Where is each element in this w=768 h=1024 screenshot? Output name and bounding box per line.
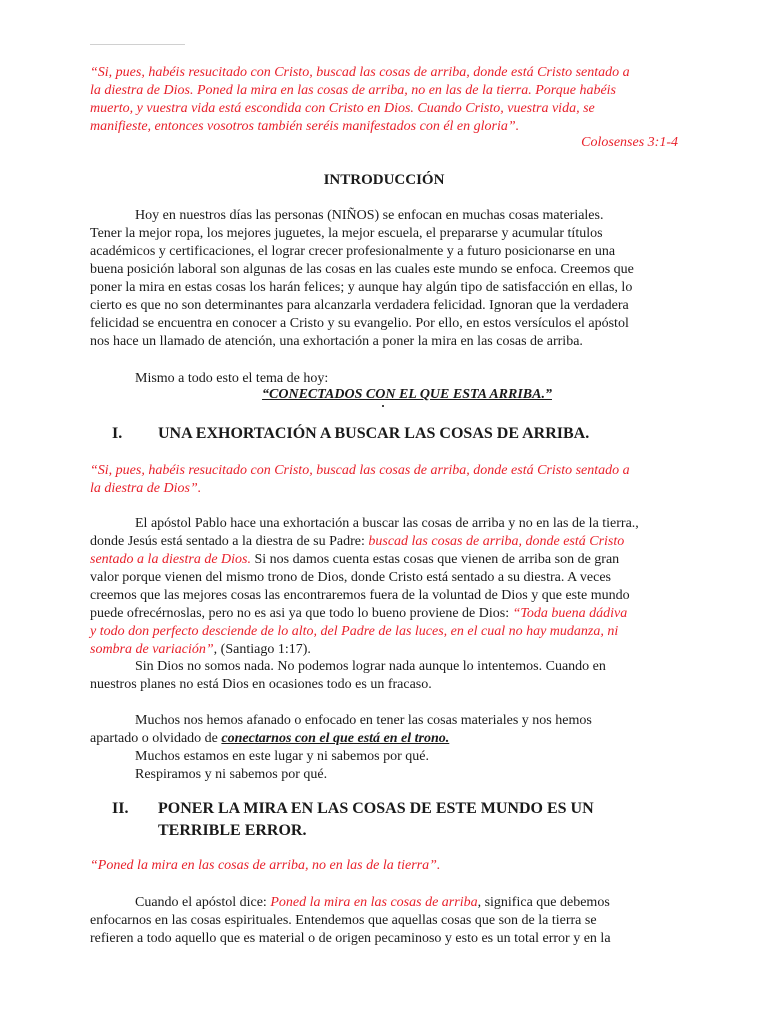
epigraph-line: manifieste, entonces vosotros también seréis manifestados con él en gloria”. — [90, 119, 520, 134]
section-1-paragraph-1 — [90, 515, 678, 659]
intro-line: nos hace un llamado de atención, una exhortación a poner la mira en las cosas de arriba. — [90, 334, 583, 349]
epigraph-reference: Colosenses 3:1-4 — [581, 135, 678, 150]
section-1-title: UNA EXHORTACIÓN A BUSCAR LAS COSAS DE ARRIBA. — [158, 425, 590, 442]
intro-line: felicidad se encuentra en conocer a Cristo y su evangelio. Por ello, en estos versículos el apóstol — [90, 316, 629, 331]
section-1-paragraph-2 — [90, 658, 678, 694]
paragraph-line — [90, 730, 678, 748]
text-run: Si nos damos cuenta estas cosas que vienen de arriba son de gran — [251, 552, 620, 567]
paragraph-line: nuestros planes no está Dios en ocasiones todo es un fracaso. — [90, 677, 432, 692]
epigraph-quote — [90, 64, 678, 136]
title-line: PONER LA MIRA EN LAS COSAS DE ESTE MUNDO ES UN — [158, 800, 594, 817]
section-2-heading — [112, 798, 672, 839]
paragraph-line: Muchos estamos en este lugar y ni sabemos por qué. — [135, 749, 429, 764]
quote-line: “Si, pues, habéis resucitado con Cristo, buscad las cosas de arriba, donde está Cristo sentado a — [90, 463, 630, 478]
paragraph-line: Sin Dios no somos nada. No podemos lograr nada aunque lo intentemos. Cuando en — [135, 659, 606, 674]
paragraph-line — [90, 551, 678, 569]
paragraph-line: El apóstol Pablo hace una exhortación a buscar las cosas de arriba y no en las de la tierra., — [135, 516, 639, 531]
scripture-inline: Poned la mira en las cosas de arriba — [270, 895, 478, 910]
emphasis-text: conectarnos con el que está en el trono. — [221, 731, 450, 746]
paragraph-line — [90, 894, 678, 912]
intro-line: cierto es que no son determinantes para alcanzarla verdadera felicidad. Ignoran que la verdadera — [90, 298, 629, 313]
section-1-heading — [112, 423, 672, 445]
paragraph-line — [90, 605, 678, 623]
section-1-quote — [90, 462, 678, 498]
paragraph-line: Respiramos y ni sabemos por qué. — [135, 767, 328, 782]
intro-line: buena posición laboral son algunas de las cosas en las cuales este mundo se enfoca. Creemos que — [90, 262, 634, 277]
intro-line: Tener la mejor ropa, los mejores juguetes, la mejor escuela, el prepararse y acumular títulos — [90, 226, 603, 241]
paragraph-line — [90, 641, 678, 659]
text-run: , (Santiago 1:17). — [213, 642, 311, 657]
scripture-inline: sombra de variación” — [90, 642, 214, 657]
intro-heading: INTRODUCCIÓN — [323, 172, 445, 188]
paragraph-line: valor porque vienen del mismo trono de Dios, donde Cristo está sentado a su diestra. A veces — [90, 570, 612, 585]
section-2-title — [158, 798, 658, 842]
paragraph-line: enfocarnos en las cosas espirituales. Entendemos que aquellas cosas que son de la tierra se — [90, 913, 597, 928]
intro-paragraph — [90, 207, 678, 351]
section-2-paragraph-1 — [90, 894, 678, 948]
intro-line: académicos y certificaciones, el lograr crecer profesionalmente y a futuro posicionarse en una — [90, 244, 616, 259]
epigraph-line: “Si, pues, habéis resucitado con Cristo, buscad las cosas de arriba, donde está Cristo sentado a — [90, 65, 630, 80]
section-1-number: I. — [112, 425, 123, 442]
epigraph-line: la diestra de Dios. Poned la mira en las cosas de arriba, no en las de la tierra. Porque habéis — [90, 83, 616, 98]
text-run: puede ofrecérnoslas, pero no es asi ya que todo lo bueno proviene de Dios: — [90, 606, 513, 621]
text-run: , significa que debemos — [477, 895, 610, 910]
section-2-number: II. — [112, 800, 129, 817]
text-run: donde Jesús está sentado a la diestra de su Padre: — [90, 534, 369, 549]
paragraph-line: creemos que las mejores cosas las encontraremos fuera de la voluntad de Dios y que este mundo — [90, 588, 630, 603]
intro-line: poner la mira en estas cosas los harán felices; y aunque hay algún tipo de satisfacción en ellas, lo — [90, 280, 633, 295]
scripture-inline: buscad las cosas de arriba, donde está Cristo — [368, 534, 625, 549]
scripture-inline: sentado a la diestra de Dios. — [90, 552, 251, 567]
paragraph-line: refieren a todo aquello que es material o de origen pecaminoso y esto es un total error y en la — [90, 931, 611, 946]
theme-intro-text: Mismo a todo esto el tema de hoy: — [135, 371, 329, 386]
epigraph-line: muerto, y vuestra vida está escondida con Cristo en Dios. Cuando Cristo, vuestra vida, se — [90, 101, 595, 116]
theme-intro — [90, 370, 678, 388]
intro-line: Hoy en nuestros días las personas (NIÑOS) se enfocan en muchas cosas materiales. — [135, 208, 604, 223]
scripture-inline: “Toda buena dádiva — [512, 606, 628, 621]
title-line: TERRIBLE ERROR. — [158, 822, 307, 839]
section-2-quote: “Poned la mira en las cosas de arriba, no en las de la tierra”. — [90, 858, 441, 873]
paragraph-line: y todo don perfecto desciende de lo alto, del Padre de las luces, en el cual no hay mudanza, ni — [90, 624, 619, 639]
header-divider — [90, 44, 185, 45]
text-run: Cuando el apóstol dice: — [135, 895, 271, 910]
paragraph-line — [90, 533, 678, 551]
divider-dot — [382, 405, 384, 407]
paragraph-line: Muchos nos hemos afanado o enfocado en tener las cosas materiales y nos hemos — [135, 713, 592, 728]
quote-line: la diestra de Dios”. — [90, 481, 202, 496]
text-run: apartado o olvidado de — [90, 731, 222, 746]
section-1-paragraph-3 — [90, 712, 678, 784]
theme-title: “CONECTADOS CON EL QUE ESTA ARRIBA.” — [262, 387, 552, 402]
